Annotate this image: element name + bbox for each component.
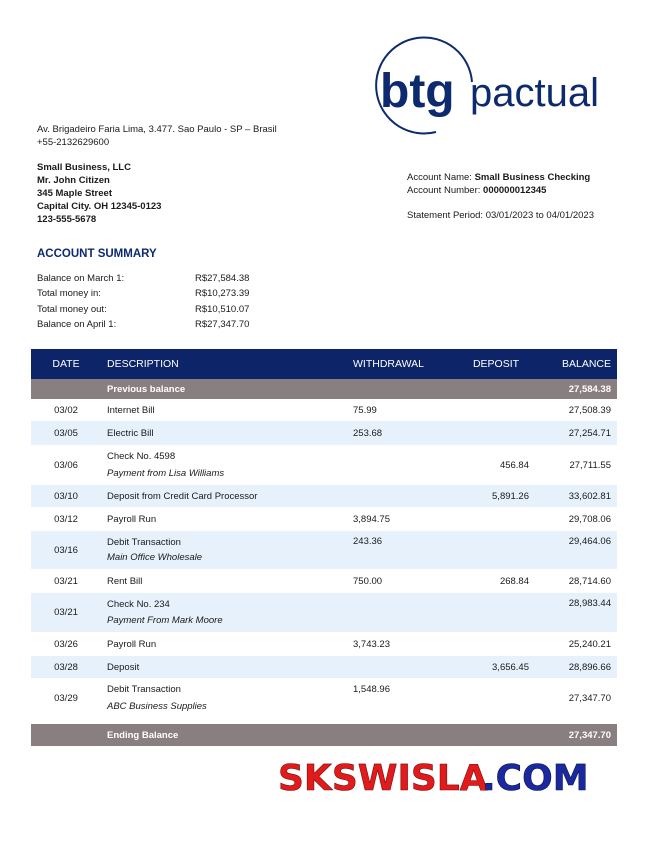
table-row [31,678,617,718]
row-description: Electric Bill [107,427,154,439]
watermark-logo [276,752,606,800]
summary-row [37,288,249,303]
summary-row [37,304,249,319]
account-name: Small Business Checking [474,172,591,183]
row-description: Check No. 4598 [107,451,176,462]
row-balance: 27,508.39 [568,404,611,416]
logo-pactual-text: pactual [470,71,599,115]
account-name-label: Account Name: [407,172,472,183]
ending-balance-value: 27,347.70 [568,729,611,741]
row-balance: 27,711.55 [569,459,611,471]
header-balance: BALANCE [561,358,611,370]
table-row [31,445,617,485]
row-description-cell [101,451,347,479]
row-balance: 29,464.06 [568,536,611,547]
watermark-blue-text: .COM [482,758,589,799]
customer-street: 345 Maple Street [37,188,112,199]
table-row [31,593,617,632]
row-date: 03/28 [54,661,78,673]
row-description: Internet Bill [107,404,155,416]
header-withdrawal: WITHDRAWAL [353,358,424,370]
row-balance: 28,714.60 [568,575,611,587]
row-deposit: 456.84 [499,459,529,471]
period-value: 03/01/2023 to 04/01/2023 [485,210,594,221]
row-withdrawal: 750.00 [353,575,383,587]
row-subdescription: ABC Business Supplies [107,701,207,712]
watermark-red-text: SKSWISLA [278,758,488,799]
row-withdrawal: 1,548.96 [353,684,390,695]
row-withdrawal: 75.99 [353,404,377,416]
row-date: 03/06 [54,459,78,471]
row-description: Payroll Run [107,513,157,525]
table-row [31,485,617,507]
previous-balance-value: 27,584.38 [568,383,611,395]
row-description: Deposit from Credit Card Processor [107,490,258,502]
summary-label: Balance on April 1: [37,318,117,330]
row-withdrawal: 253.68 [353,427,383,439]
account-summary [37,273,249,334]
previous-balance-label: Previous balance [107,383,186,395]
summary-label: Total money in: [37,288,101,300]
row-balance: 25,240.21 [568,638,611,650]
bank-address: Av. Brigadeiro Faria Lima, 3.477. Sao Paulo - SP – Brasil [37,124,277,135]
summary-row [37,319,249,334]
row-balance: 29,708.06 [568,513,611,525]
previous-balance-row [31,379,617,399]
row-date: 03/16 [54,544,78,556]
row-deposit: 5,891.26 [492,490,529,502]
summary-value: R$27,584.38 [195,273,250,284]
row-description-cell [101,599,347,626]
row-description: Check No. 234 [107,599,170,610]
summary-row [37,273,249,288]
row-date: 03/12 [54,513,78,525]
row-withdrawal: 243.36 [353,536,383,547]
row-date: 03/26 [54,638,78,650]
row-withdrawal: 3,743.23 [353,638,390,650]
row-description: Deposit [107,661,140,673]
row-deposit: 3,656.45 [492,661,529,673]
summary-title: ACCOUNT SUMMARY [37,248,157,260]
summary-value: R$10,273.39 [195,288,250,300]
header-deposit: DEPOSIT [472,358,520,370]
row-withdrawal: 3,894.75 [353,513,390,525]
row-balance: 28,896.66 [568,661,611,673]
row-subdescription: Payment from Lisa Williams [107,468,225,479]
customer-phone: 123-555-5678 [37,214,97,225]
table-row [31,569,617,593]
summary-label: Balance on March 1: [37,273,125,284]
row-description-cell [101,684,347,712]
table-row [31,399,617,421]
account-number: 000000012345 [483,185,547,196]
customer-name: Mr. John Citizen [37,175,110,186]
table-row [31,656,617,678]
row-balance: 27,254.71 [568,427,611,439]
row-date: 03/29 [54,692,78,704]
row-balance: 27,347.70 [568,692,611,704]
account-info [407,171,590,197]
customer-address-block [37,161,161,226]
table-row [31,421,617,445]
table-header [31,349,617,379]
header-description: DESCRIPTION [107,358,179,370]
table-row [31,632,617,656]
row-date: 03/10 [54,490,78,502]
row-date: 03/05 [54,427,78,439]
row-description: Debit Transaction [107,684,181,695]
bank-logo [352,36,614,146]
header-date: DATE [52,358,80,370]
row-balance: 33,602.81 [568,490,611,502]
row-description: Payroll Run [107,638,157,650]
logo-btg-text: btg [380,65,455,118]
row-description: Rent Bill [107,575,143,587]
statement-period [407,210,594,221]
bank-address-block [37,123,277,149]
period-label: Statement Period: [407,210,484,221]
account-number-label: Account Number: [407,185,481,196]
row-balance: 28,983.44 [568,598,611,609]
row-description: Debit Transaction [107,537,181,548]
row-deposit: 268.84 [499,575,529,587]
row-subdescription: Payment From Mark Moore [107,615,223,626]
row-date: 03/21 [54,607,78,618]
row-date: 03/21 [54,575,78,587]
summary-value: R$27,347.70 [195,318,250,330]
table-row [31,507,617,531]
row-subdescription: Main Office Wholesale [107,552,203,563]
row-description-cell [101,537,347,563]
customer-city: Capital City. OH 12345-0123 [37,201,162,212]
transactions-table [31,349,617,746]
ending-balance-row [31,724,617,746]
customer-company: Small Business, LLC [37,162,131,173]
table-row [31,531,617,569]
bank-phone: +55-2132629600 [37,137,110,148]
ending-balance-label: Ending Balance [107,729,179,741]
summary-value: R$10,510.07 [195,303,250,315]
summary-label: Total money out: [37,303,107,315]
row-date: 03/02 [54,404,78,416]
